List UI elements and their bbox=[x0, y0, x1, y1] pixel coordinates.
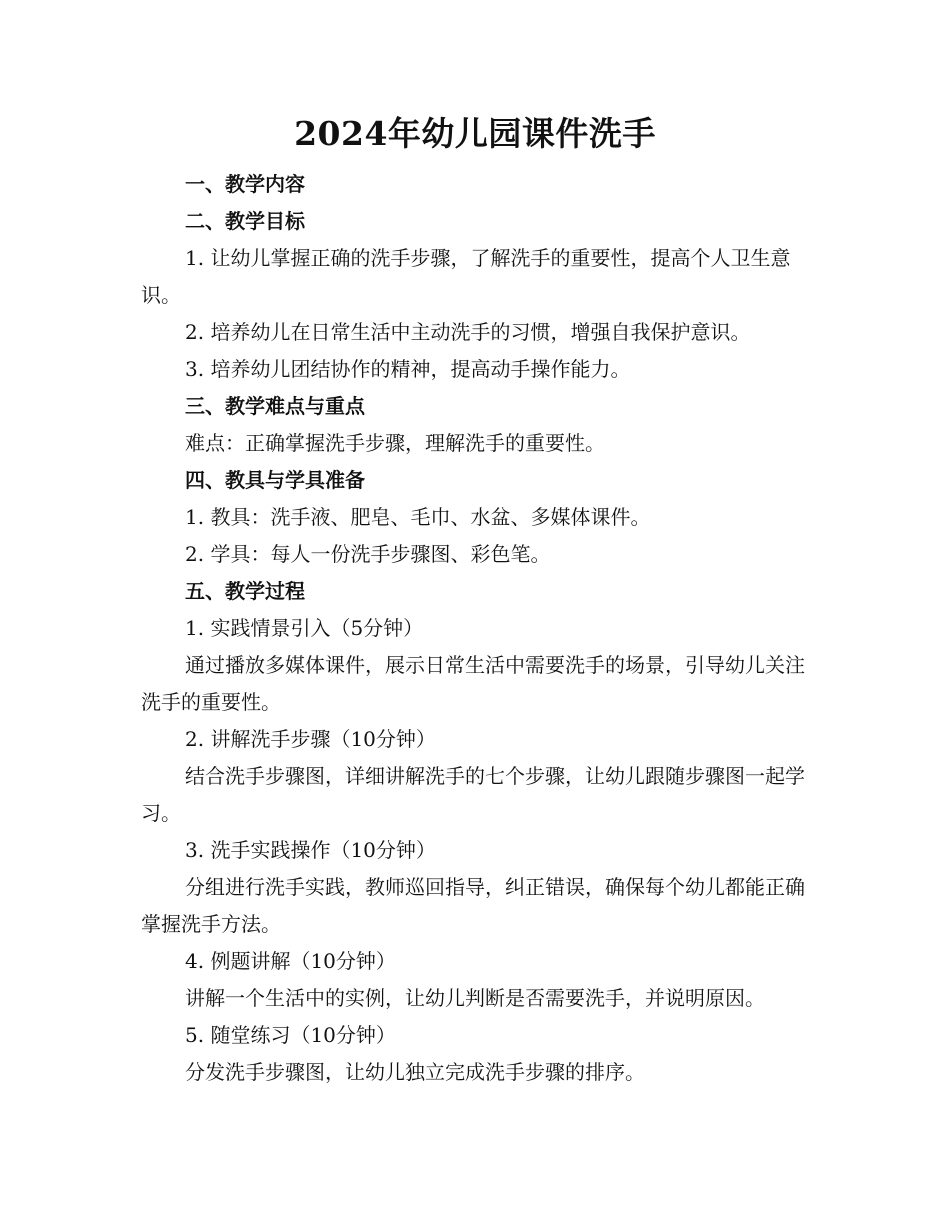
section-heading: 四、教具与学具准备 bbox=[185, 468, 365, 492]
body-paragraph: 3. 洗手实践操作（10分钟） bbox=[185, 838, 436, 862]
body-paragraph: 5. 随堂练习（10分钟） bbox=[185, 1023, 396, 1047]
body-paragraph: 1. 让幼儿掌握正确的洗手步骤，了解洗手的重要性，提高个人卫生意识。 bbox=[141, 246, 791, 307]
body-paragraph: 3. 培养幼儿团结协作的精神，提高动手操作能力。 bbox=[185, 357, 631, 381]
section-heading: 五、教学过程 bbox=[185, 579, 305, 603]
document-title: 2024年幼儿园课件洗手 bbox=[294, 114, 656, 153]
body-paragraph: 1. 实践情景引入（5分钟） bbox=[185, 616, 424, 640]
body-paragraph: 讲解一个生活中的实例，让幼儿判断是否需要洗手，并说明原因。 bbox=[185, 986, 765, 1010]
document-body bbox=[141, 166, 809, 1091]
body-paragraph: 结合洗手步骤图，详细讲解洗手的七个步骤，让幼儿跟随步骤图一起学习。 bbox=[141, 764, 805, 825]
body-paragraph: 难点：正确掌握洗手步骤，理解洗手的重要性。 bbox=[185, 431, 605, 455]
body-paragraph: 分组进行洗手实践，教师巡回指导，纠正错误，确保每个幼儿都能正确掌握洗手方法。 bbox=[141, 875, 805, 936]
section-heading: 三、教学难点与重点 bbox=[185, 394, 365, 418]
body-paragraph: 2. 学具：每人一份洗手步骤图、彩色笔。 bbox=[185, 542, 551, 566]
body-paragraph: 通过播放多媒体课件，展示日常生活中需要洗手的场景，引导幼儿关注洗手的重要性。 bbox=[141, 653, 805, 714]
body-paragraph: 2. 培养幼儿在日常生活中主动洗手的习惯，增强自我保护意识。 bbox=[185, 320, 751, 344]
body-paragraph: 1. 教具：洗手液、肥皂、毛巾、水盆、多媒体课件。 bbox=[185, 505, 651, 529]
body-paragraph: 分发洗手步骤图，让幼儿独立完成洗手步骤的排序。 bbox=[185, 1060, 645, 1084]
section-heading: 二、教学目标 bbox=[185, 209, 305, 233]
section-heading: 一、教学内容 bbox=[185, 172, 305, 196]
body-paragraph: 4. 例题讲解（10分钟） bbox=[185, 949, 396, 973]
body-paragraph: 2. 讲解洗手步骤（10分钟） bbox=[185, 727, 436, 751]
